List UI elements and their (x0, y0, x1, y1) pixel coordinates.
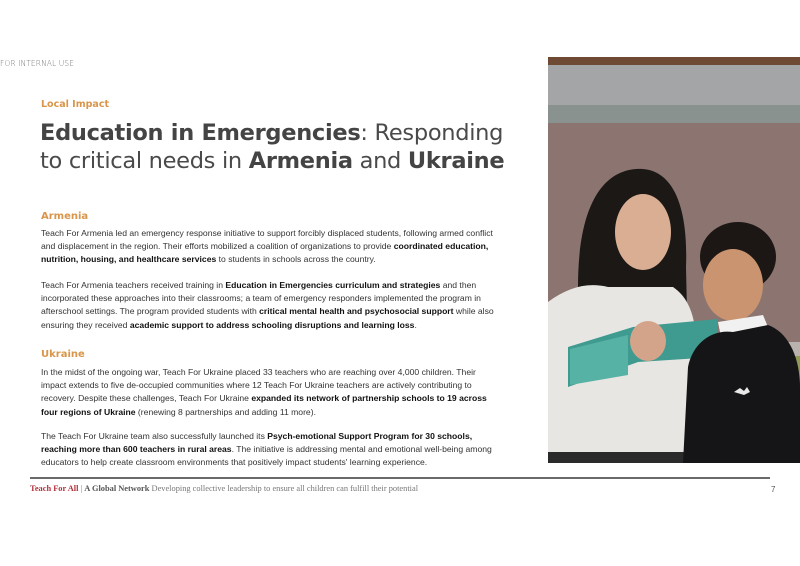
text: while also ensuring they received (41, 306, 494, 330)
text: and then incorporated these approaches into their classrooms; a team of emergency responders implemented the program in afterschool settings. The program provided students with (41, 280, 481, 317)
bold-text: academic support to address schooling disruptions and learning loss (129, 319, 415, 330)
armenia-paragraph-1 (41, 227, 496, 267)
bold-text: coordinated education, nutrition, housing, and healthcare services (41, 241, 489, 265)
text: . (414, 319, 417, 330)
page-title (40, 119, 540, 175)
internal-use-label: FOR INTERNAL USE (0, 59, 75, 68)
section-eyebrow: Local Impact (41, 99, 110, 110)
title-bold-1: Education in Emergencies (40, 120, 361, 146)
bold-text: expanded its network of partnership schools to 19 across four regions of Ukraine (41, 393, 487, 417)
bold-text: Education in Emergencies curriculum and strategies (225, 280, 441, 290)
title-bold-ukraine: Ukraine (407, 148, 505, 174)
footer-tagline (30, 484, 418, 493)
title-text-5: and (352, 148, 408, 174)
footer-separator: | (78, 484, 85, 493)
ukraine-heading: Ukraine (41, 349, 85, 360)
footer-network: A Global Network (84, 484, 150, 493)
title-bold-armenia: Armenia (248, 148, 353, 174)
ukraine-paragraph-1 (41, 366, 496, 419)
page-number: 7 (771, 485, 776, 494)
title-text-2: : Responding (360, 120, 504, 146)
text: In the midst of the ongoing war, Teach For Ukraine placed 33 teachers who are reaching over 4,000 children. Their impact extends to five de-occupied communities where 12 Teach For Ukraine teachers are actively contributing to recovery. Despite these challenges, Teach For Ukraine (41, 367, 476, 404)
text: Teach For Armenia teachers received training in (41, 280, 226, 290)
bold-text: Psych-emotional Support Program for 30 schools, reaching more than 600 teachers in rural areas (41, 431, 473, 455)
armenia-heading: Armenia (41, 211, 89, 222)
bold-text: critical mental health and psychosocial support (259, 306, 454, 317)
text: The Teach For Ukraine team also successfully launched its (41, 431, 268, 441)
ukraine-paragraph-2 (41, 430, 496, 470)
footer-divider (30, 477, 770, 479)
text: (renewing 8 partnerships and adding 11 more). (135, 406, 316, 417)
text: Teach For Armenia led an emergency response initiative to support forcibly displaced students, following armed conflict and displacement in the region. Their efforts mobilized a coalition of organizations to provide (41, 228, 493, 252)
footer-brand: Teach For All (30, 484, 79, 493)
photo-illustration (548, 57, 800, 463)
classroom-photo (548, 57, 800, 463)
text: to students in schools across the country. (216, 254, 376, 265)
title-text-3: to critical needs in (40, 148, 249, 174)
text: . The initiative is addressing mental and emotional well-being among educators to help create classroom environments that positively impact students' learning experience. (41, 444, 492, 468)
footer-tagline-text: Developing collective leadership to ensure all children can fulfill their potential (149, 484, 419, 493)
armenia-paragraph-2 (41, 279, 496, 332)
